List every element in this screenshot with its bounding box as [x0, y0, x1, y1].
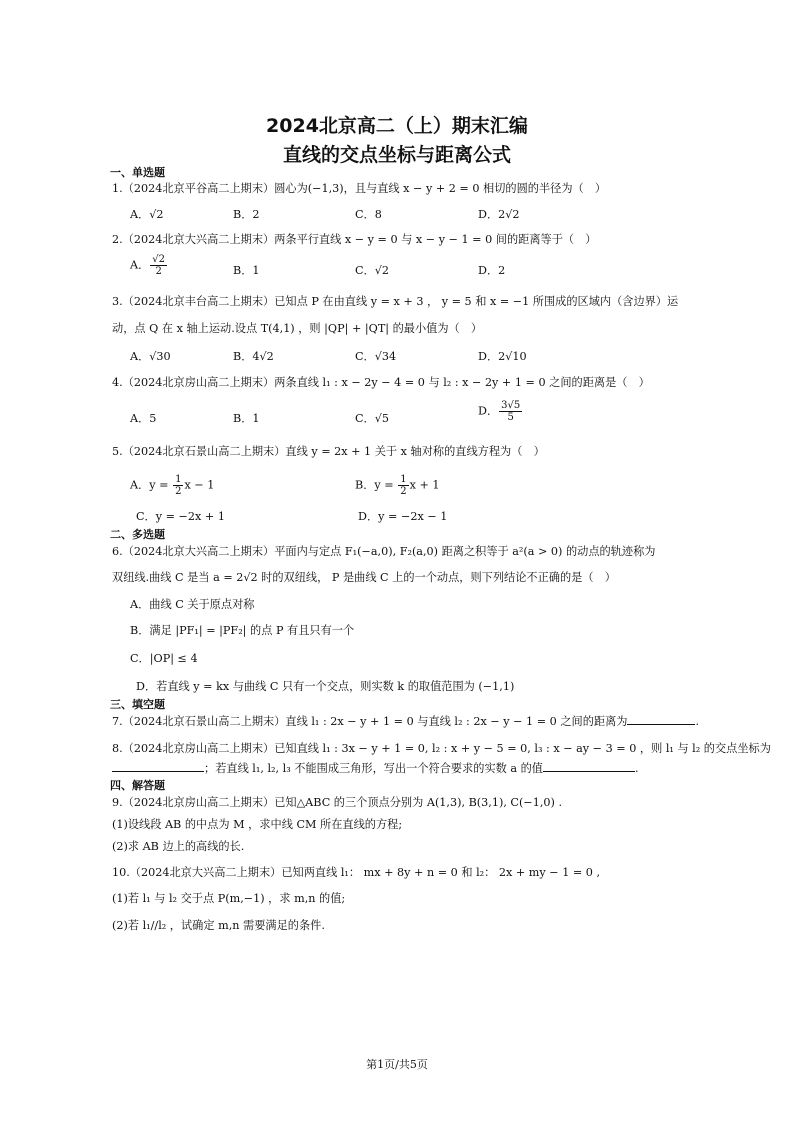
option-b-prefix: B．y =	[355, 478, 398, 492]
question-4-option-d	[478, 400, 523, 423]
section-heading-single-choice: 一、单选题	[110, 166, 165, 179]
question-6-option-c: C．|OP| ≤ 4	[130, 652, 198, 665]
fraction-numerator: √2	[152, 254, 166, 265]
question-9-part-2: (2)求 AB 边上的高线的长.	[112, 840, 245, 853]
question-7-text: 7.（2024北京石景山高二上期末）直线 l₁ : 2x − y + 1 = 0 与直线 l₂ : 2x − y − 1 = 0 之间的距离为	[112, 715, 628, 728]
question-9-part-1: (1)设线段 AB 的中点为 M ，求中线 CM 所在直线的方程;	[112, 818, 403, 831]
question-5-option-d: D．y = −2x − 1	[358, 510, 448, 523]
fraction-denominator: 2	[155, 266, 162, 277]
question-3-stem-line-1: 3.（2024北京丰台高二上期末）已知点 P 在由直线 y = x + 3 ， y = 5 和 x = −1 所围成的区域内（含边界）运	[112, 295, 679, 308]
question-2-option-b: B．1	[233, 264, 260, 277]
fraction-numerator: 1	[175, 474, 182, 485]
question-10-part-2: (2)若 l₁//l₂ ，试确定 m,n 需要满足的条件.	[112, 919, 325, 932]
question-3-option-c: C．√34	[355, 350, 397, 363]
fraction-denominator: 5	[507, 412, 514, 423]
question-6-stem-line-2: 双纽线.曲线 C 是当 a = 2√2 时的双纽线， P 是曲线 C 上的一个动点，则下列结论不正确的是（ ）	[112, 571, 616, 584]
question-8-stem-line-1: 8.（2024北京房山高二上期末）已知直线 l₁ : 3x − y + 1 = 0, l₂ : x + y − 5 = 0, l₃ : x − ay − 3 = 0 ，则 l₁ 与 l₂ 的交点坐标为	[112, 742, 771, 755]
question-4-stem: 4.（2024北京房山高二上期末）两条直线 l₁ : x − 2y − 4 = 0 与 l₂ : x − 2y + 1 = 0 之间的距离是（ ）	[112, 376, 650, 389]
question-5-option-a	[130, 474, 214, 497]
question-8-stem-line-2	[112, 760, 639, 776]
fraction-numerator: 3√5	[501, 400, 521, 411]
question-6-option-a: A．曲线 C 关于原点对称	[130, 598, 255, 611]
question-2-option-d: D．2	[478, 264, 506, 277]
answer-blank[interactable]	[627, 714, 695, 725]
question-6-stem-line-1: 6.（2024北京大兴高二上期末）平面内与定点 F₁(−a,0), F₂(a,0) 距离之积等于 a²(a > 0) 的动点的轨迹称为	[112, 545, 656, 558]
question-3-option-d: D．2√10	[478, 350, 527, 363]
option-d-label: D．	[478, 404, 499, 418]
option-d-fraction	[499, 400, 522, 423]
question-2-option-a	[130, 254, 168, 277]
option-a-prefix: A．y =	[130, 478, 173, 492]
option-b-suffix: x + 1	[409, 478, 440, 492]
section-heading-multiple-choice: 二、多选题	[110, 528, 165, 541]
fraction-denominator: 2	[400, 486, 407, 497]
question-2-stem: 2.（2024北京大兴高二上期末）两条平行直线 x − y = 0 与 x − y − 1 = 0 间的距离等于（ ）	[112, 233, 597, 246]
fraction-denominator: 2	[175, 486, 182, 497]
question-5-stem: 5.（2024北京石景山高二上期末）直线 y = 2x + 1 关于 x 轴对称的直线方程为（ ）	[112, 445, 545, 458]
option-a-label: A．	[130, 258, 150, 272]
question-8-text-2: ；若直线 l₁, l₂, l₃ 不能围成三角形，写出一个符合要求的实数 a 的值	[204, 762, 543, 775]
question-4-option-a: A．5	[130, 412, 157, 425]
question-6-option-d: D．若直线 y = kx 与曲线 C 只有一个交点，则实数 k 的取值范围为 (−1,1)	[136, 680, 515, 693]
document-subtitle: 直线的交点坐标与距离公式	[282, 144, 511, 166]
question-10-part-1: (1)若 l₁ 与 l₂ 交于点 P(m,−1) ，求 m,n 的值;	[112, 892, 346, 905]
question-1-option-c: C．8	[355, 208, 382, 221]
answer-blank-intersection[interactable]	[112, 761, 204, 772]
question-7-end: .	[695, 715, 700, 728]
question-1-option-d: D．2√2	[478, 208, 520, 221]
question-3-option-a: A．√30	[130, 350, 171, 363]
fraction-numerator: 1	[400, 474, 407, 485]
question-9-stem: 9.（2024北京房山高二上期末）已知△ABC 的三个顶点分别为 A(1,3), B(3,1), C(−1,0) .	[112, 796, 563, 809]
section-heading-solutions: 四、解答题	[110, 779, 165, 792]
option-b-fraction	[398, 474, 408, 497]
question-5-option-c: C．y = −2x + 1	[136, 510, 225, 523]
answer-blank-a-value[interactable]	[543, 761, 635, 772]
question-5-option-b	[355, 474, 440, 497]
question-1-option-a: A．√2	[130, 208, 164, 221]
question-2-option-c: C．√2	[355, 264, 389, 277]
question-7-stem	[112, 713, 699, 729]
question-3-stem-line-2: 动，点 Q 在 x 轴上运动.设点 T(4,1) ，则 |QP| + |QT| 的最小值为（ ）	[112, 322, 483, 335]
question-4-option-c: C．√5	[355, 412, 389, 425]
question-8-end: .	[635, 762, 639, 775]
question-4-option-b: B．1	[233, 412, 260, 425]
question-1-stem: 1.（2024北京平谷高二上期末）圆心为(−1,3)，且与直线 x − y + 2 = 0 相切的圆的半径为（ ）	[112, 182, 607, 195]
section-heading-fill-in: 三、填空题	[110, 698, 165, 711]
question-3-option-b: B．4√2	[233, 350, 274, 363]
question-1-option-b: B．2	[233, 208, 260, 221]
document-title: 2024北京高二（上）期末汇编	[266, 115, 528, 137]
question-10-stem: 10.（2024北京大兴高二上期末）已知两直线 l₁： mx + 8y + n = 0 和 l₂： 2x + my − 1 = 0 ,	[112, 866, 601, 879]
option-a-fraction	[173, 474, 183, 497]
option-a-suffix: x − 1	[184, 478, 215, 492]
question-6-option-b: B．满足 |PF₁| = |PF₂| 的点 P 有且只有一个	[130, 624, 355, 637]
page-number: 第1页/共5页	[366, 1058, 428, 1071]
option-a-fraction	[150, 254, 167, 277]
